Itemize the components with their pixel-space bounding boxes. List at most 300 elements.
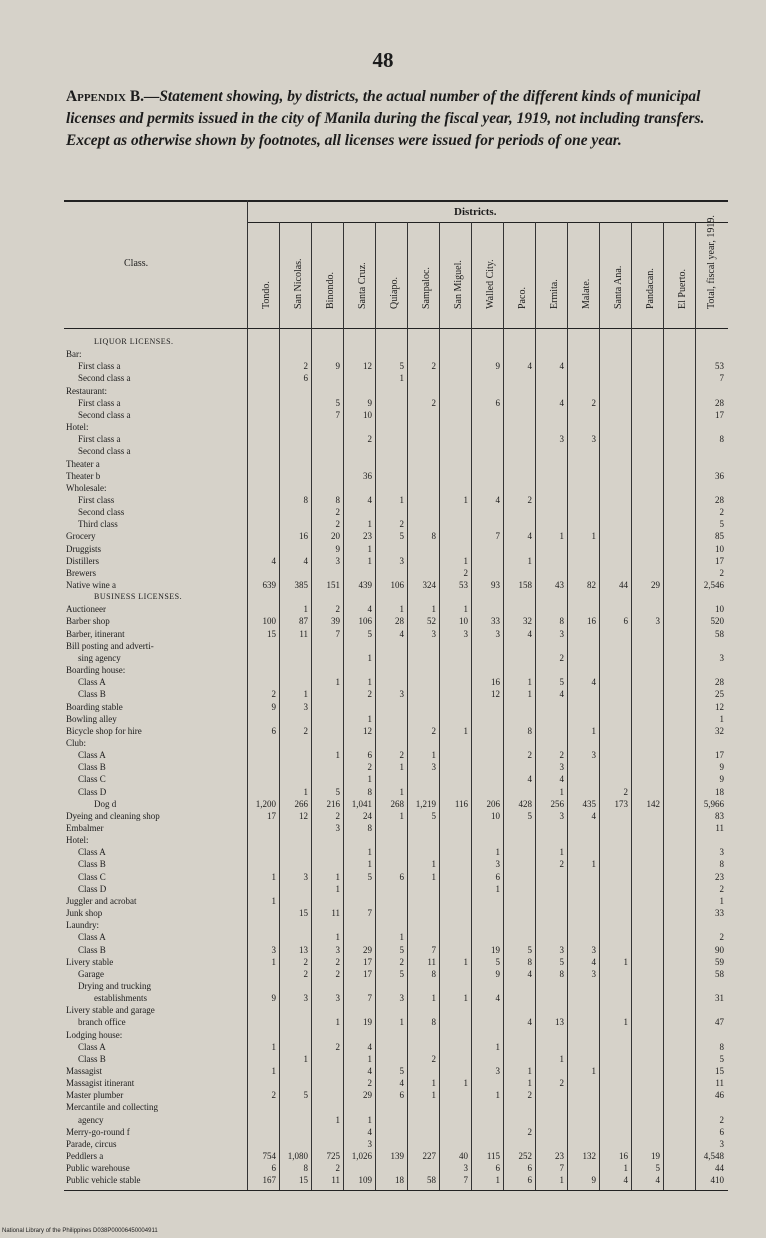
table-cell: 3 xyxy=(271,944,276,955)
table-cell: 4 xyxy=(399,1078,404,1089)
row-label: Theater b xyxy=(66,470,101,481)
table-cell: 385 xyxy=(294,580,308,590)
table-cell: 5 xyxy=(527,810,532,821)
table-cell: 2 xyxy=(367,1078,372,1089)
table-cell: 29 xyxy=(363,1090,372,1101)
row-label: Class A xyxy=(78,932,106,943)
table-cell: 23 xyxy=(555,1151,564,1162)
table-cell: 4,548 xyxy=(703,1151,724,1162)
table-cell: 8 xyxy=(559,616,564,627)
table-cell: 1 xyxy=(591,1066,596,1076)
table-cell: 1 xyxy=(495,1090,500,1101)
table-cell: 40 xyxy=(459,1151,468,1162)
table-cell: 266 xyxy=(294,798,308,809)
table-cell: 5 xyxy=(719,1053,724,1064)
table-cell: 115 xyxy=(486,1151,500,1162)
table-cell: 17 xyxy=(267,810,276,821)
table-cell: 13 xyxy=(299,944,308,955)
column-header xyxy=(568,226,597,326)
table-cell: 7 xyxy=(335,628,340,639)
column-header xyxy=(696,215,725,326)
table-cell: 4 xyxy=(527,361,532,372)
table-row xyxy=(64,871,728,883)
table-cell: 15 xyxy=(299,1175,308,1186)
table-cell: 11 xyxy=(331,1175,340,1186)
table-cell: 6 xyxy=(303,373,308,384)
table-cell: 3 xyxy=(559,810,564,821)
table-cell: 47 xyxy=(715,1017,724,1028)
table-cell: 3 xyxy=(303,993,308,1004)
table-cell: 1 xyxy=(527,555,532,566)
table-cell: 2 xyxy=(335,810,340,821)
table-cell: 2 xyxy=(271,689,276,700)
column-header xyxy=(312,226,341,326)
table-row xyxy=(64,810,728,822)
table-cell: 1 xyxy=(431,604,436,615)
table-row xyxy=(64,858,728,870)
table-cell: 83 xyxy=(715,810,724,821)
table-cell: 1 xyxy=(559,1053,564,1064)
table-cell: 17 xyxy=(363,956,372,967)
table-bottom-rule xyxy=(64,1190,728,1191)
table-cell: 2 xyxy=(559,1078,564,1089)
districts-header: Districts. xyxy=(454,206,497,218)
table-cell: 2 xyxy=(719,932,724,943)
row-label: Brewers xyxy=(66,567,96,578)
table-cell: 9 xyxy=(271,701,276,712)
section-heading-row xyxy=(64,591,728,603)
table-cell: 10 xyxy=(459,616,468,627)
table-cell: 11 xyxy=(299,628,308,639)
table-row xyxy=(64,640,728,652)
table-cell: 3 xyxy=(335,944,340,955)
table-cell: 10 xyxy=(363,409,372,420)
table-cell: 1,219 xyxy=(415,798,436,809)
table-cell: 5 xyxy=(335,397,340,408)
table-row xyxy=(64,895,728,907)
table-cell: 8 xyxy=(367,823,372,833)
table-cell: 8 xyxy=(367,786,372,797)
table-cell: 4 xyxy=(591,956,596,967)
table-cell: 12 xyxy=(363,361,372,372)
table-cell: 1,080 xyxy=(287,1151,308,1162)
table-cell: 4 xyxy=(559,689,564,700)
table-cell: 4 xyxy=(655,1175,660,1186)
row-label: agency xyxy=(78,1114,104,1125)
table-cell: 1 xyxy=(495,883,500,894)
column-header xyxy=(600,226,629,326)
table-cell: 3 xyxy=(463,628,468,639)
title-lead: Appendix B. xyxy=(66,88,144,105)
table-cell: 1 xyxy=(559,847,564,858)
table-cell: 7 xyxy=(431,944,436,955)
table-cell: 5 xyxy=(559,677,564,688)
table-row xyxy=(64,773,728,785)
table-cell: 7 xyxy=(335,409,340,420)
table-cell: 44 xyxy=(715,1163,724,1174)
table-cell: 17 xyxy=(715,750,724,761)
table-cell: 33 xyxy=(715,908,724,919)
table-cell: 52 xyxy=(427,616,436,627)
table-cell: 90 xyxy=(715,944,724,955)
table-cell: 3 xyxy=(559,434,564,445)
table-cell: 3 xyxy=(591,434,596,445)
table-cell: 1 xyxy=(399,1017,404,1028)
row-label: Livery stable and garage xyxy=(66,1005,155,1016)
table-cell: 1 xyxy=(495,847,500,858)
table-row xyxy=(64,956,728,968)
row-label: Club: xyxy=(66,737,87,748)
table-cell: 1 xyxy=(591,531,596,542)
table-cell: 1 xyxy=(623,956,628,967)
row-label: Class B xyxy=(78,944,106,955)
table-row xyxy=(64,372,728,384)
table-cell: 2 xyxy=(303,361,308,372)
table-cell: 8 xyxy=(527,956,532,967)
table-row xyxy=(64,846,728,858)
row-label: Second class a xyxy=(78,373,131,384)
table-cell: 1 xyxy=(431,1078,436,1089)
table-cell: 3 xyxy=(719,1138,724,1149)
table-row xyxy=(64,1174,728,1186)
table-cell: 139 xyxy=(390,1151,404,1162)
table-cell: 12 xyxy=(491,689,500,700)
table-cell: 5 xyxy=(399,1066,404,1076)
table-cell: 13 xyxy=(555,1017,564,1028)
column-header xyxy=(632,226,661,326)
table-cell: 2 xyxy=(335,1163,340,1174)
table-cell: 2 xyxy=(431,361,436,372)
table-cell: 3 xyxy=(367,1138,372,1149)
table-cell: 9 xyxy=(367,397,372,408)
table-cell: 1 xyxy=(463,1078,468,1089)
table-cell: 6 xyxy=(527,1175,532,1186)
table-row xyxy=(64,1053,728,1065)
table-cell: 8 xyxy=(719,434,724,445)
row-label: Massagist xyxy=(66,1066,102,1076)
table-cell: 87 xyxy=(299,616,308,627)
row-label: Boarding stable xyxy=(66,701,123,712)
table-row xyxy=(64,1150,728,1162)
column-header xyxy=(440,226,469,326)
table-cell: 106 xyxy=(390,580,404,590)
row-label: Laundry: xyxy=(66,920,99,931)
table-cell: 1 xyxy=(367,543,372,554)
table-cell: 36 xyxy=(715,470,724,481)
title-text: —Statement showing, by districts, the actual number of the different kinds of municipal licenses and permits issued in the city of Manila during the fiscal year, 1919, not including transfers. Except as otherwise shown by footnotes, all licenses were issued for periods of one year. xyxy=(66,88,705,149)
table-cell: 8 xyxy=(335,494,340,505)
table-cell: 100 xyxy=(262,616,276,627)
row-label: Peddlers a xyxy=(66,1151,104,1162)
table-row xyxy=(64,725,728,737)
table-cell: 32 xyxy=(523,616,532,627)
table-cell: 1 xyxy=(303,689,308,700)
table-row xyxy=(64,676,728,688)
table-cell: 1 xyxy=(335,932,340,943)
table-cell: 5 xyxy=(527,944,532,955)
table-cell: 2 xyxy=(367,762,372,773)
table-cell: 6 xyxy=(399,871,404,882)
table-cell: 435 xyxy=(582,798,596,809)
table-cell: 20 xyxy=(331,531,340,542)
table-cell: 4 xyxy=(527,628,532,639)
table-cell: 6 xyxy=(719,1126,724,1137)
table-cell: 3 xyxy=(399,689,404,700)
table-cell: 6 xyxy=(271,725,276,736)
table-cell: 28 xyxy=(395,616,404,627)
row-label: Class A xyxy=(78,677,106,688)
table-cell: 1,041 xyxy=(351,798,372,809)
table-cell: 2 xyxy=(559,652,564,663)
table-cell: 8 xyxy=(303,1163,308,1174)
table-cell: 5 xyxy=(303,1090,308,1101)
table-cell: 2 xyxy=(335,519,340,530)
table-cell: 25 xyxy=(715,689,724,700)
column-header-label: Pandacan. xyxy=(645,268,656,309)
table-cell: 2 xyxy=(591,397,596,408)
table-row xyxy=(64,664,728,676)
table-cell: 6 xyxy=(271,1163,276,1174)
table-cell: 4 xyxy=(559,774,564,785)
table-row xyxy=(64,980,728,992)
row-label: Restaurant: xyxy=(66,385,107,396)
table-cell: 1 xyxy=(335,1114,340,1125)
table-top-rule xyxy=(64,200,728,202)
table-row xyxy=(64,494,728,506)
table-row xyxy=(64,1029,728,1041)
column-header xyxy=(344,226,373,326)
districts-rule xyxy=(247,222,728,223)
table-cell: 53 xyxy=(715,361,724,372)
table-cell: 1 xyxy=(463,604,468,615)
table-cell: 1 xyxy=(399,604,404,615)
row-label: Class A xyxy=(78,750,106,761)
table-cell: 227 xyxy=(422,1151,436,1162)
row-label: Class D xyxy=(78,786,107,797)
table-cell: 4 xyxy=(495,993,500,1004)
table-cell: 46 xyxy=(715,1090,724,1101)
row-label: Mercantile and collecting xyxy=(66,1102,158,1113)
table-row xyxy=(64,713,728,725)
table-cell: 1 xyxy=(399,373,404,384)
table-row xyxy=(64,1162,728,1174)
table-row xyxy=(64,688,728,700)
table-cell: 1 xyxy=(431,871,436,882)
row-label: establishments xyxy=(94,993,147,1004)
column-header-label: Quiapo. xyxy=(389,277,400,309)
table-cell: 1 xyxy=(367,1053,372,1064)
row-label: Barber, itinerant xyxy=(66,628,125,639)
table-row xyxy=(64,628,728,640)
table-cell: 58 xyxy=(427,1175,436,1186)
table-cell: 1 xyxy=(271,1066,276,1076)
row-label: Native wine a xyxy=(66,580,116,590)
table-cell: 2 xyxy=(559,859,564,870)
table-cell: 3 xyxy=(335,823,340,833)
row-label: Boarding house: xyxy=(66,665,126,676)
table-cell: 3 xyxy=(303,701,308,712)
table-cell: 9 xyxy=(335,543,340,554)
table-row xyxy=(64,506,728,518)
table-cell: 1 xyxy=(719,713,724,724)
table-cell: 3 xyxy=(591,750,596,761)
table-cell: 1 xyxy=(591,859,596,870)
table-cell: 2 xyxy=(303,956,308,967)
table-cell: 9 xyxy=(495,968,500,979)
table-row xyxy=(64,1065,728,1077)
row-label: First class a xyxy=(78,397,121,408)
table-cell: 5 xyxy=(495,956,500,967)
row-label: branch office xyxy=(78,1017,126,1028)
table-cell: 18 xyxy=(395,1175,404,1186)
page-number: 48 xyxy=(372,48,394,72)
table-cell: 1 xyxy=(719,895,724,906)
table-cell: 1 xyxy=(335,750,340,761)
table-cell: 53 xyxy=(459,580,468,590)
table-row xyxy=(64,518,728,530)
row-label: Bowling alley xyxy=(66,713,117,724)
column-header xyxy=(408,226,437,326)
table-cell: 3 xyxy=(335,993,340,1004)
row-label: Merry-go-round f xyxy=(66,1126,130,1137)
column-header xyxy=(504,226,533,326)
table-cell: 4 xyxy=(527,1017,532,1028)
row-label: Class B xyxy=(78,859,106,870)
table-row xyxy=(64,992,728,1004)
table-cell: 725 xyxy=(326,1151,340,1162)
table-cell: 3 xyxy=(335,555,340,566)
table-row xyxy=(64,360,728,372)
table-cell: 2 xyxy=(719,1114,724,1125)
row-label: Bill posting and adverti- xyxy=(66,640,154,651)
table-cell: 3 xyxy=(431,628,436,639)
table-cell: 17 xyxy=(715,555,724,566)
row-label: Class C xyxy=(78,871,106,882)
table-row xyxy=(64,1041,728,1053)
table-cell: 1 xyxy=(431,1090,436,1101)
table-cell: 324 xyxy=(422,580,436,590)
table-cell: 9 xyxy=(719,774,724,785)
table-cell: 7 xyxy=(559,1163,564,1174)
row-label: Wholesale: xyxy=(66,482,107,493)
table-cell: 6 xyxy=(527,1163,532,1174)
row-label: Class B xyxy=(78,689,106,700)
row-label: Drying and trucking xyxy=(78,980,151,991)
table-cell: 19 xyxy=(651,1151,660,1162)
table-cell: 29 xyxy=(651,580,660,590)
table-cell: 4 xyxy=(367,1066,372,1076)
section-heading: BUSINESS LICENSES. xyxy=(94,592,183,602)
row-label: Embalmer xyxy=(66,823,104,833)
table-cell: 206 xyxy=(486,798,500,809)
table-cell: 252 xyxy=(518,1151,532,1162)
table-cell: 1 xyxy=(495,1041,500,1052)
table-row xyxy=(64,458,728,470)
table-cell: 10 xyxy=(491,810,500,821)
table-cell: 5 xyxy=(399,531,404,542)
table-cell: 4 xyxy=(399,628,404,639)
column-header-label: Malate. xyxy=(581,278,592,309)
table-row xyxy=(64,555,728,567)
table-row xyxy=(64,931,728,943)
table-cell: 5 xyxy=(399,944,404,955)
table-cell: 8 xyxy=(719,1041,724,1052)
column-header xyxy=(280,226,309,326)
table-cell: 1 xyxy=(431,993,436,1004)
table-cell: 11 xyxy=(331,908,340,919)
table-cell: 6 xyxy=(495,871,500,882)
table-cell: 82 xyxy=(587,580,596,590)
table-cell: 39 xyxy=(331,616,340,627)
table-cell: 520 xyxy=(710,616,724,627)
table-cell: 2 xyxy=(623,786,628,797)
table-cell: 8 xyxy=(431,968,436,979)
table-row xyxy=(64,1114,728,1126)
table-cell: 43 xyxy=(555,580,564,590)
table-cell: 1 xyxy=(527,689,532,700)
table-cell: 2 xyxy=(719,567,724,578)
table-row xyxy=(64,482,728,494)
table-cell: 1 xyxy=(335,883,340,894)
table-cell: 268 xyxy=(390,798,404,809)
column-header xyxy=(472,226,501,326)
table-cell: 106 xyxy=(358,616,372,627)
table-cell: 5 xyxy=(719,519,724,530)
table-cell: 1 xyxy=(463,956,468,967)
table-cell: 1 xyxy=(271,895,276,906)
column-header xyxy=(248,226,277,326)
table-cell: 5 xyxy=(431,810,436,821)
column-header xyxy=(536,226,565,326)
row-label: First class a xyxy=(78,361,121,372)
table-cell: 4 xyxy=(495,494,500,505)
table-cell: 5 xyxy=(559,956,564,967)
table-cell: 6 xyxy=(623,616,628,627)
table-cell: 1 xyxy=(367,555,372,566)
table-cell: 59 xyxy=(715,956,724,967)
table-cell: 428 xyxy=(518,798,532,809)
row-label: Lodging house: xyxy=(66,1029,123,1040)
table-cell: 173 xyxy=(614,798,628,809)
table-cell: 58 xyxy=(715,628,724,639)
table-cell: 9 xyxy=(591,1175,596,1186)
table-cell: 1 xyxy=(367,652,372,663)
table-cell: 2 xyxy=(303,968,308,979)
table-cell: 3 xyxy=(559,944,564,955)
row-label: Class D xyxy=(78,883,107,894)
table-row xyxy=(64,1089,728,1101)
table-cell: 9 xyxy=(719,762,724,773)
table-cell: 1 xyxy=(367,847,372,858)
table-cell: 4 xyxy=(591,677,596,688)
table-cell: 2 xyxy=(719,883,724,894)
table-row xyxy=(64,822,728,834)
table-row xyxy=(64,1077,728,1089)
column-header-label: Binondo. xyxy=(325,272,336,309)
table-cell: 410 xyxy=(710,1175,724,1186)
table-cell: 1,026 xyxy=(351,1151,372,1162)
table-cell: 28 xyxy=(715,494,724,505)
table-cell: 17 xyxy=(715,409,724,420)
table-cell: 3 xyxy=(559,628,564,639)
table-cell: 142 xyxy=(646,798,660,809)
table-row xyxy=(64,786,728,798)
table-cell: 4 xyxy=(559,361,564,372)
table-cell: 5 xyxy=(399,968,404,979)
table-cell: 1 xyxy=(367,519,372,530)
table-row xyxy=(64,834,728,846)
table-cell: 33 xyxy=(491,616,500,627)
